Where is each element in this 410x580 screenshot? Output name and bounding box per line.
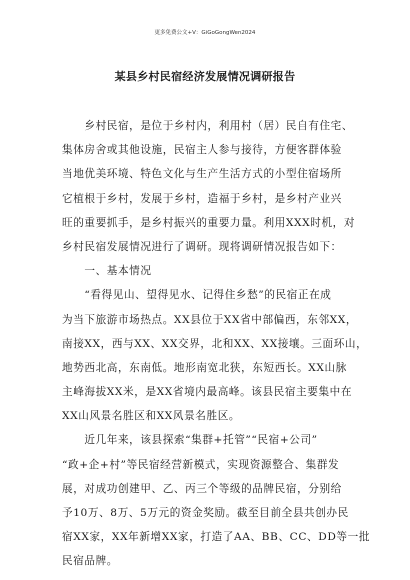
- body-line: 民宿品牌。: [62, 555, 118, 568]
- body-line: 为当下旅游市场热点。XX县位于XX省中部偏西，东邻XX，: [62, 313, 358, 326]
- body-line: 乡村民宿发展情况进行了调研。现将调研情况报告如下：: [62, 240, 342, 253]
- body-line: 宿XX家，XX年新增XX家，打造了AA、BB、CC、DD等一批: [62, 531, 371, 544]
- body-line: 近几年来，该县探索“集群+托管”“民宿+公司”: [62, 434, 318, 447]
- body-line: 予10万、8万、5万元的资金奖励。截至目前全县共创办民: [62, 507, 349, 519]
- body-line: “看得见山、望得见水、记得住乡愁”的民宿正在成: [62, 289, 332, 302]
- body-line: 它植根于乡村，发展于乡村，造福于乡村，是乡村产业兴: [62, 192, 342, 205]
- body-line: 展，对成功创建甲、乙、丙三个等级的品牌民宿，分别给: [62, 482, 342, 495]
- document-title: 某县乡村民宿经济发展情况调研报告: [114, 70, 296, 83]
- body-line: 主峰海拔XX米，是XX省境内最高峰。该县民宿主要集中在: [62, 386, 353, 399]
- section-heading: 一、基本情况: [62, 265, 152, 278]
- body-line: 地势西北高，东南低。地形南宽北狭，东短西长。XX山脉: [62, 361, 347, 374]
- body-line: “政+企+村”等民宿经营新模式，实现资源整合、集群发: [62, 458, 340, 471]
- body-line: 旺的重要抓手，是乡村振兴的重要力量。利用XXX时机，对: [62, 216, 356, 229]
- body-line: 当地优美环境、特色文化与生产生活方式的小型住宿场所: [62, 168, 342, 181]
- document-body: [62, 114, 371, 574]
- body-line: 南接XX，西与XX、XX交界，北和XX、XX接壤。三面环山，: [62, 337, 368, 350]
- body-line: 乡村民宿，是位于乡村内，利用村（居）民自有住宅、: [62, 120, 354, 132]
- body-line: 集体房舍或其他设施，民宿主人参与接待，方便客群体验: [62, 144, 342, 157]
- header-note: 更多免费公文+V：GiGoGongWen2024: [154, 30, 256, 36]
- body-line: XX山风景名胜区和XX风景名胜区。: [62, 410, 241, 423]
